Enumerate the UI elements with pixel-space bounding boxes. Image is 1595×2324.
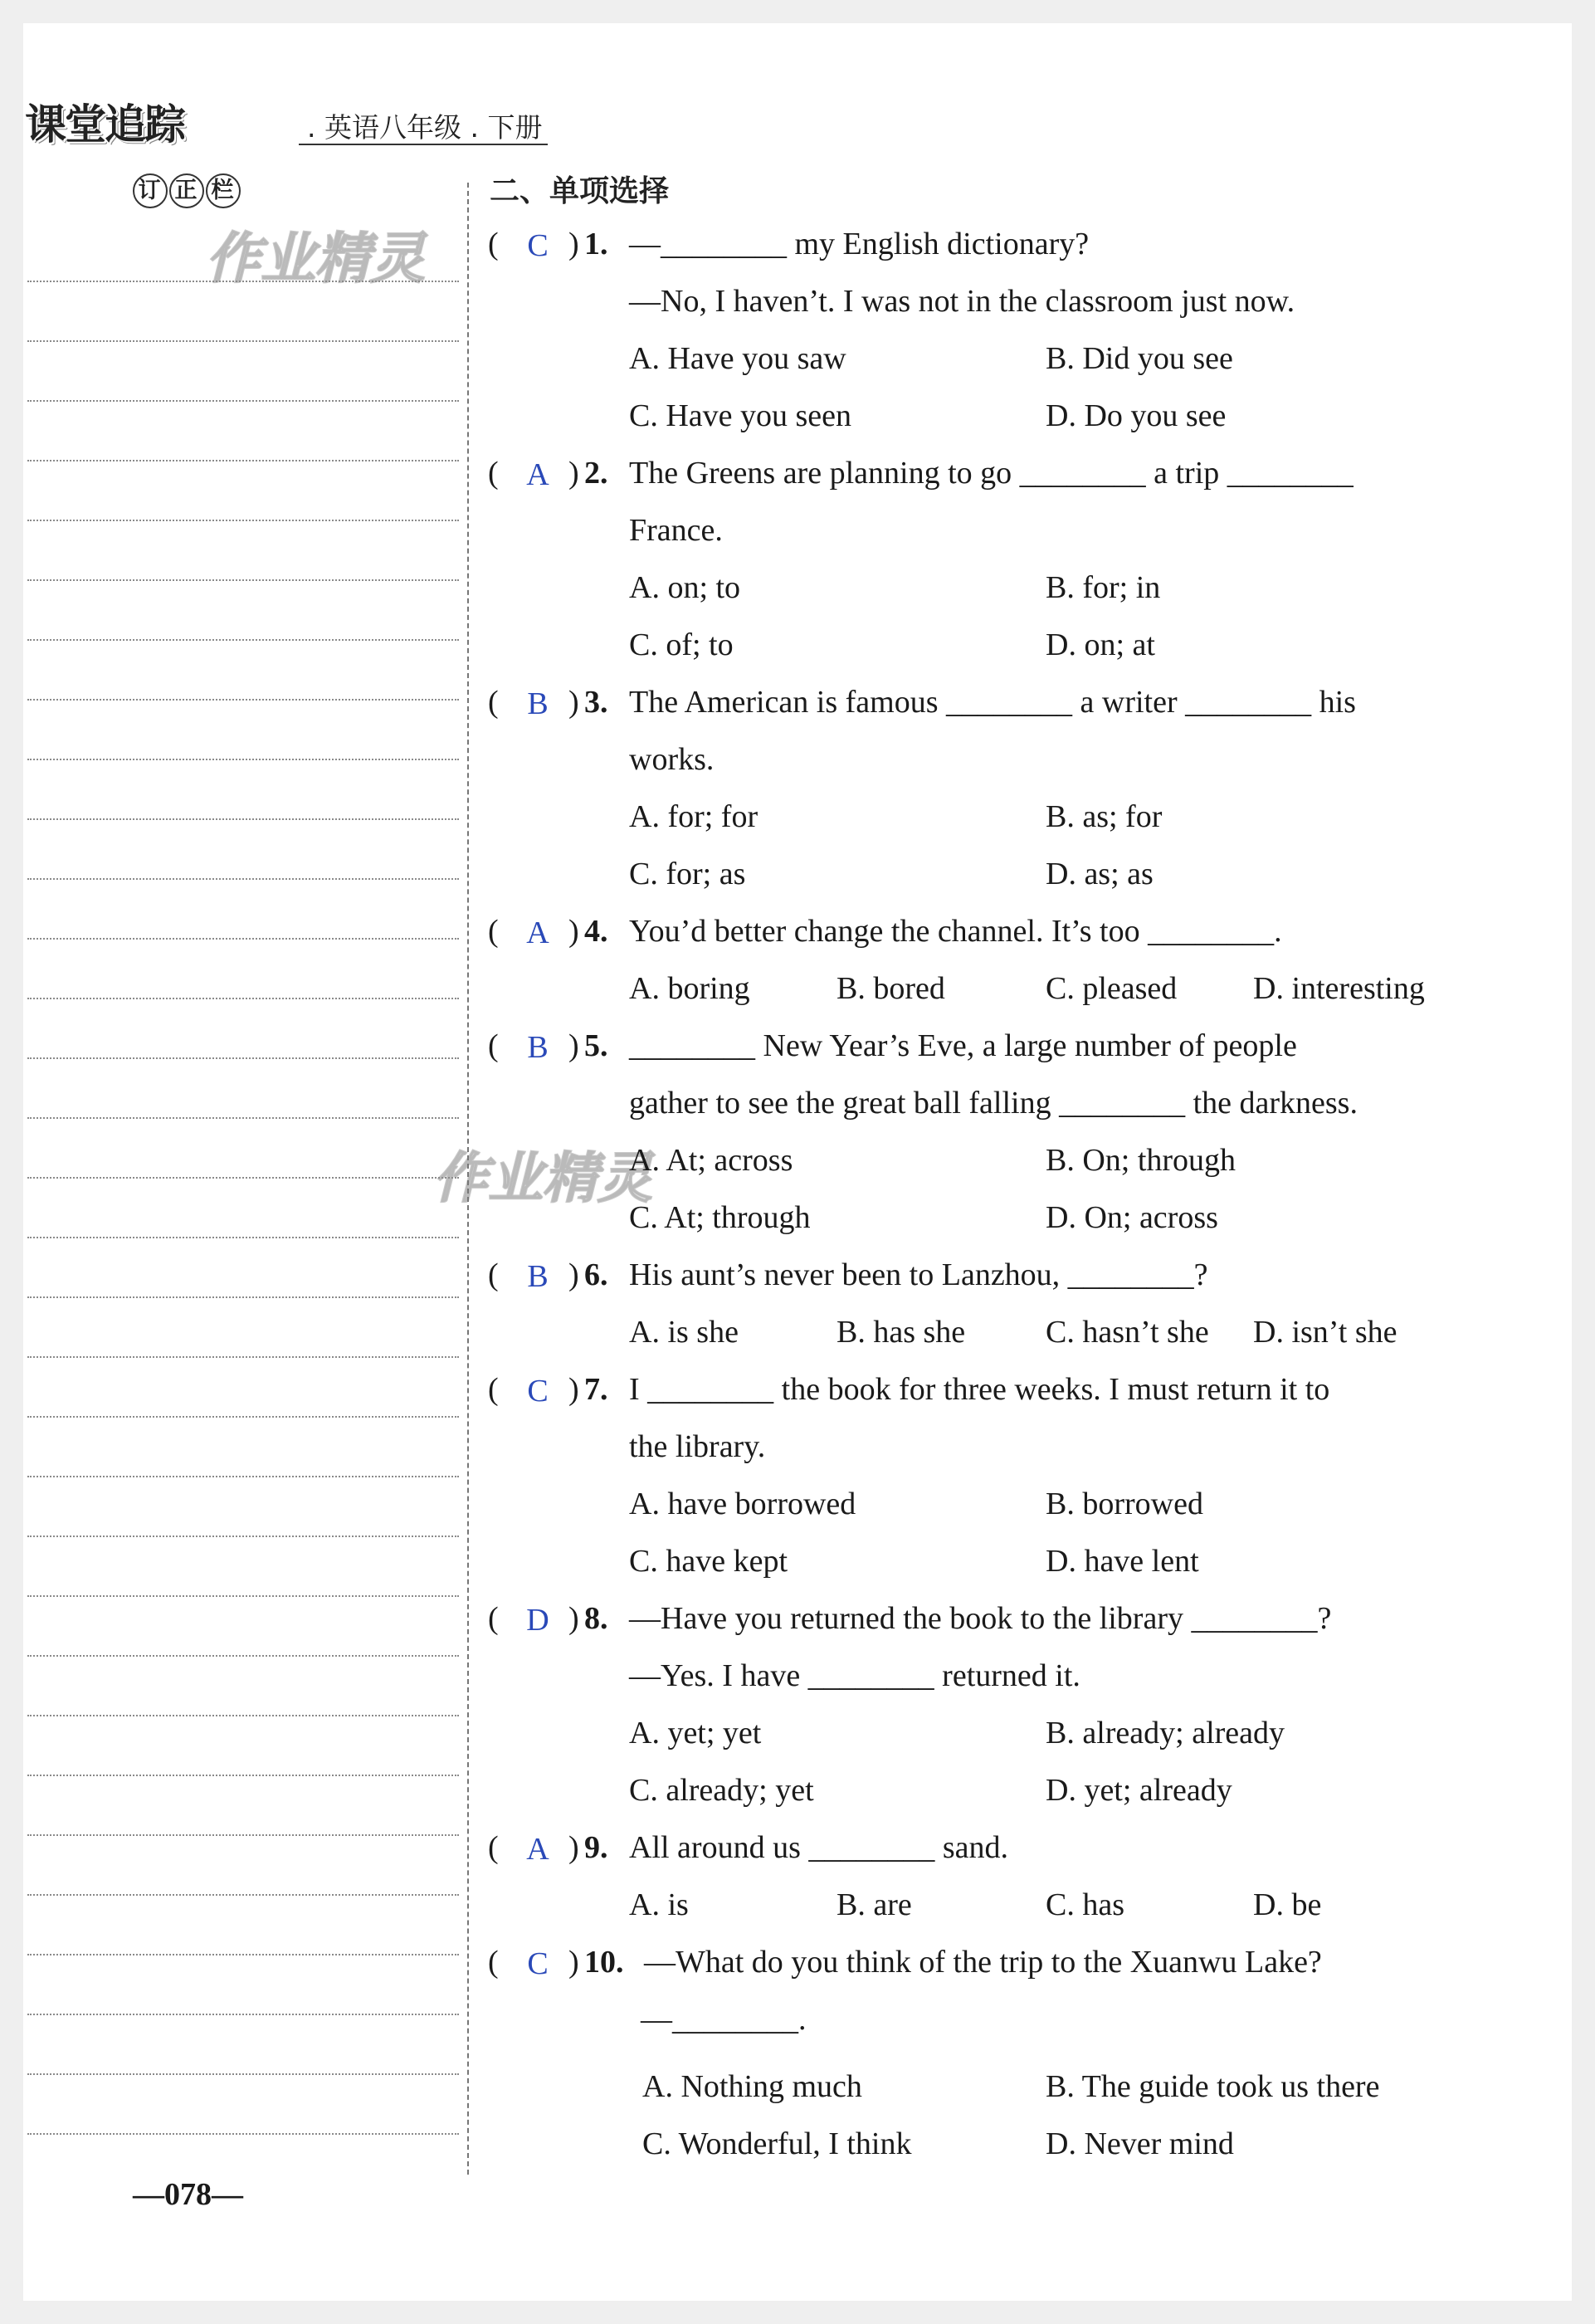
answer-letter: C [527, 228, 549, 263]
correction-line [27, 818, 459, 820]
watermark: 作业精灵 [206, 227, 425, 290]
option: B. Did you see [1046, 341, 1233, 376]
question-number: 5. [584, 1028, 608, 1063]
correction-line [27, 1356, 459, 1358]
question-stem-line: gather to see the great ball falling ________ the darkness. [629, 1086, 1358, 1120]
option: C. Wonderful, I think [642, 2126, 912, 2161]
answer-letter: A [526, 915, 549, 950]
correction-line [27, 2014, 459, 2015]
answer-bracket-close: ) [568, 685, 579, 720]
option: B. borrowed [1046, 1487, 1203, 1521]
option: B. The guide took us there [1046, 2069, 1380, 2104]
column-divider [467, 183, 469, 2175]
option: D. be [1253, 1887, 1322, 1922]
option: C. of; to [629, 627, 734, 662]
correction-line [27, 1595, 459, 1597]
option: A. Have you saw [629, 341, 846, 376]
correction-line [27, 520, 459, 521]
correction-line [27, 759, 459, 760]
section-title: 二、单项选择 [490, 174, 670, 208]
correction-line [27, 281, 459, 282]
option: D. isn’t she [1253, 1315, 1397, 1350]
answer-bracket-close: ) [568, 1257, 579, 1292]
correction-line [27, 1655, 459, 1657]
option: A. yet; yet [629, 1716, 762, 1750]
option: D. On; across [1046, 1200, 1218, 1235]
correction-line [27, 1117, 459, 1119]
answer-bracket-open: ( [488, 914, 499, 949]
answer-letter: C [527, 1374, 549, 1409]
question-stem-line: —Yes. I have ________ returned it. [629, 1658, 1080, 1693]
answer-bracket-open: ( [488, 1257, 499, 1292]
option: C. At; through [629, 1200, 811, 1235]
correction-line [27, 340, 459, 342]
option: B. are [837, 1887, 912, 1922]
correction-line [27, 1894, 459, 1896]
correction-line [27, 1536, 459, 1537]
answer-bracket-close: ) [568, 1830, 579, 1865]
question-number: 9. [584, 1830, 608, 1865]
option: C. hasn’t she [1046, 1315, 1209, 1350]
answer-bracket-close: ) [568, 1945, 579, 1980]
answer-bracket-close: ) [568, 914, 579, 949]
question-stem-line: works. [629, 742, 715, 777]
answer-bracket-close: ) [568, 1028, 579, 1063]
sidebar-title-char: 栏 [206, 173, 241, 208]
answer-bracket-open: ( [488, 1028, 499, 1063]
question-number: 4. [584, 914, 608, 949]
option: A. is she [629, 1315, 739, 1350]
book-subtitle: . 英语八年级 . 下册 [307, 111, 543, 144]
answer-bracket-open: ( [488, 685, 499, 720]
correction-line [27, 639, 459, 641]
question-stem-line: the library. [629, 1429, 766, 1464]
question-stem-line: The Greens are planning to go ________ a trip ________ [629, 456, 1354, 491]
correction-line [27, 579, 459, 581]
answer-letter: A [526, 1832, 549, 1867]
option: C. have kept [629, 1544, 788, 1579]
option: B. already; already [1046, 1716, 1285, 1750]
question-stem-line: France. [629, 513, 723, 548]
answer-letter: B [527, 1259, 549, 1294]
correction-line [27, 2073, 459, 2075]
option: B. has she [837, 1315, 966, 1350]
correction-line [27, 1775, 459, 1776]
correction-line [27, 1177, 459, 1179]
question-stem-line: You’d better change the channel. It’s too ________. [629, 914, 1282, 949]
correction-line [27, 699, 459, 701]
question-stem-line: —What do you think of the trip to the Xuanwu Lake? [644, 1945, 1322, 1980]
correction-line [27, 938, 459, 940]
option: D. as; as [1046, 857, 1154, 891]
correction-line [27, 1715, 459, 1716]
question-number: 1. [584, 227, 608, 261]
correction-line [27, 1476, 459, 1477]
option: B. On; through [1046, 1143, 1236, 1178]
sidebar-title-char: 订 [133, 173, 168, 208]
option: D. yet; already [1046, 1773, 1232, 1808]
answer-letter: A [526, 457, 549, 492]
correction-line [27, 1416, 459, 1418]
header-rule [299, 144, 548, 145]
question-stem-line: His aunt’s never been to Lanzhou, ________? [629, 1257, 1208, 1292]
correction-line [27, 1237, 459, 1238]
question-number: 2. [584, 456, 608, 491]
correction-column-title [133, 173, 242, 208]
answer-bracket-open: ( [488, 1830, 499, 1865]
answer-bracket-open: ( [488, 1945, 499, 1980]
question-stem-line: ________ New Year’s Eve, a large number of people [629, 1028, 1297, 1063]
option: C. for; as [629, 857, 746, 891]
option: B. bored [837, 971, 945, 1006]
brand-logo: 课堂追踪 [25, 100, 184, 149]
answer-bracket-close: ) [568, 1372, 579, 1407]
correction-line [27, 460, 459, 461]
correction-line [27, 998, 459, 999]
option: A. At; across [629, 1143, 793, 1178]
option: B. as; for [1046, 799, 1163, 834]
option: C. pleased [1046, 971, 1178, 1006]
question-number: 6. [584, 1257, 608, 1292]
question-number: 10. [584, 1945, 624, 1980]
correction-line [27, 2133, 459, 2135]
correction-line [27, 1057, 459, 1059]
question-stem-line: —________ my English dictionary? [629, 227, 1090, 261]
option: A. Nothing much [642, 2069, 862, 2104]
option: C. has [1046, 1887, 1124, 1922]
answer-bracket-close: ) [568, 1601, 579, 1636]
answer-bracket-close: ) [568, 227, 579, 261]
correction-line [27, 878, 459, 880]
option: D. have lent [1046, 1544, 1199, 1579]
answer-bracket-open: ( [488, 456, 499, 491]
page-number: —078— [133, 2177, 243, 2212]
option: A. boring [629, 971, 750, 1006]
option: D. Do you see [1046, 398, 1227, 433]
option: A. have borrowed [629, 1487, 856, 1521]
answer-bracket-open: ( [488, 1601, 499, 1636]
option: C. already; yet [629, 1773, 814, 1808]
answer-letter: C [527, 1946, 549, 1981]
question-number: 3. [584, 685, 608, 720]
option: A. on; to [629, 570, 741, 605]
question-stem-line: All around us ________ sand. [629, 1830, 1009, 1865]
option: B. for; in [1046, 570, 1161, 605]
answer-bracket-open: ( [488, 227, 499, 261]
question-number: 7. [584, 1372, 608, 1407]
option: A. for; for [629, 799, 758, 834]
question-stem-line: —No, I haven’t. I was not in the classroom just now. [629, 284, 1295, 319]
correction-line [27, 1296, 459, 1298]
sidebar-title-char: 正 [169, 173, 204, 208]
correction-line [27, 1954, 459, 1955]
option: D. Never mind [1046, 2126, 1234, 2161]
option: D. interesting [1253, 971, 1425, 1006]
answer-letter: D [526, 1603, 549, 1638]
question-stem-line: I ________ the book for three weeks. I must return it to [629, 1372, 1330, 1407]
answer-bracket-close: ) [568, 456, 579, 491]
watermark: 作业精灵 [433, 1146, 652, 1210]
correction-line [27, 1834, 459, 1836]
option: C. Have you seen [629, 398, 852, 433]
question-stem-line: The American is famous ________ a writer ________ his [629, 685, 1356, 720]
option: D. on; at [1046, 627, 1155, 662]
answer-letter: B [527, 1030, 549, 1065]
answer-bracket-open: ( [488, 1372, 499, 1407]
question-stem-line: —________. [641, 2002, 807, 2037]
option: A. is [629, 1887, 689, 1922]
answer-letter: B [527, 686, 549, 721]
question-stem-line: —Have you returned the book to the library ________? [629, 1601, 1332, 1636]
correction-line [27, 400, 459, 402]
question-number: 8. [584, 1601, 608, 1636]
